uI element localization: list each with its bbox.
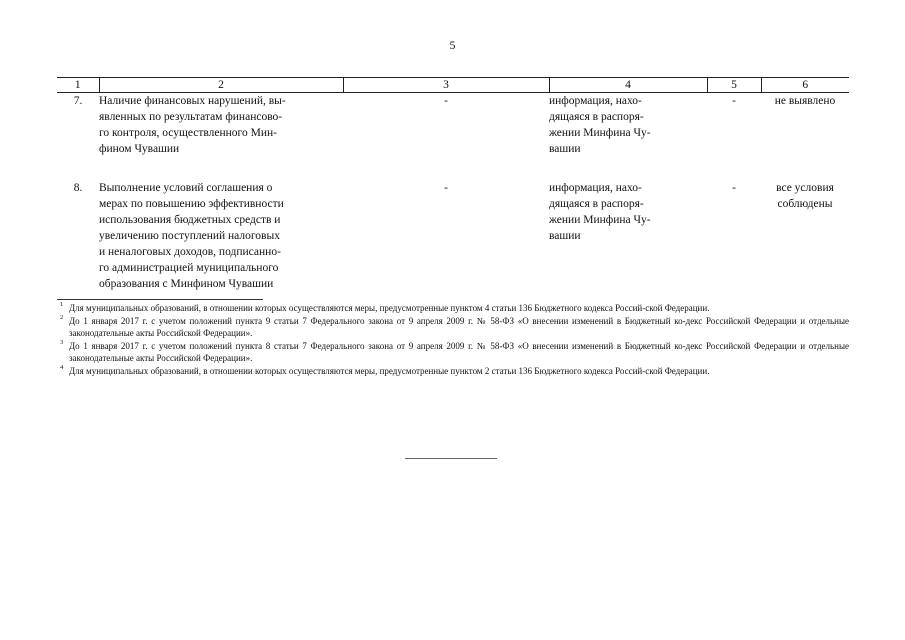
indicators-table (57, 77, 849, 292)
row-number: 8. (73, 182, 83, 194)
footnote-text: Для муниципальных образований, в отношении которых осуществляются меры, предусмотренные пунктом 4 статьи 136 Бюджетного кодекса Россий-ской Федерации. (69, 303, 710, 313)
footnote-mark: 4 (60, 364, 64, 371)
column-header: 5 (707, 78, 761, 93)
result-text: все условия соблюдены (776, 182, 834, 210)
footnotes (57, 302, 849, 378)
column-3-value: - (444, 95, 448, 107)
table-header-row (57, 78, 849, 93)
indicator-text: Наличие финансовых нарушений, вы- явленных по результатам финансово- го контроля, осуществленного Мин- фином Чувашии (99, 95, 286, 155)
footnote-text: Для муниципальных образований, в отношении которых осуществляются меры, предусмотренные пунктом 2 статьи 136 Бюджетного кодекса Россий-ской Федерации. (69, 366, 710, 376)
column-header: 1 (57, 78, 99, 93)
row-number: 7. (73, 95, 83, 107)
source-text: информация, нахо- дящаяся в распоря- жении Минфина Чу- вашии (549, 182, 651, 242)
source-text: информация, нахо- дящаяся в распоря- жении Минфина Чу- вашии (549, 95, 651, 155)
footnote (57, 340, 849, 364)
column-header: 2 (99, 78, 343, 93)
end-of-document-line (405, 458, 497, 459)
footnote (57, 302, 849, 314)
table-row (57, 180, 849, 292)
column-3-value: - (444, 182, 448, 194)
footnote-mark: 1 (60, 301, 64, 308)
footnote (57, 315, 849, 339)
column-header: 6 (761, 78, 849, 93)
footnote-text: До 1 января 2017 г. с учетом положений пункта 8 статьи 7 Федерального закона от 9 апреля 2009 г. № 58-ФЗ «О внесении изменений в Бюджетный ко-декс Российской Федерации и отдельные законодательные акты Российской Федерации». (69, 341, 849, 363)
table-row (57, 93, 849, 181)
page-number: 5 (449, 38, 456, 52)
footnote-text: До 1 января 2017 г. с учетом положений пункта 9 статьи 7 Федерального закона от 9 апреля 2009 г. № 58-ФЗ «О внесении изменений в Бюджетный ко-декс Российской Федерации и отдельные законодательные акты Российской Федерации». (69, 316, 849, 338)
footnote-mark: 3 (60, 339, 64, 346)
footnote (57, 365, 849, 377)
column-header: 4 (549, 78, 707, 93)
footnote-separator (57, 299, 263, 300)
column-5-value: - (732, 95, 736, 107)
column-header: 3 (343, 78, 549, 93)
column-5-value: - (732, 182, 736, 194)
result-text: не выявлено (774, 95, 836, 107)
indicator-text: Выполнение условий соглашения о мерах по повышению эффективности использования бюджетных средств и увеличению поступлений налоговых и неналоговых доходов, подписанно- го администрацией муниципального образования с Минфином Чувашии (99, 182, 284, 290)
footnote-mark: 2 (60, 314, 64, 321)
